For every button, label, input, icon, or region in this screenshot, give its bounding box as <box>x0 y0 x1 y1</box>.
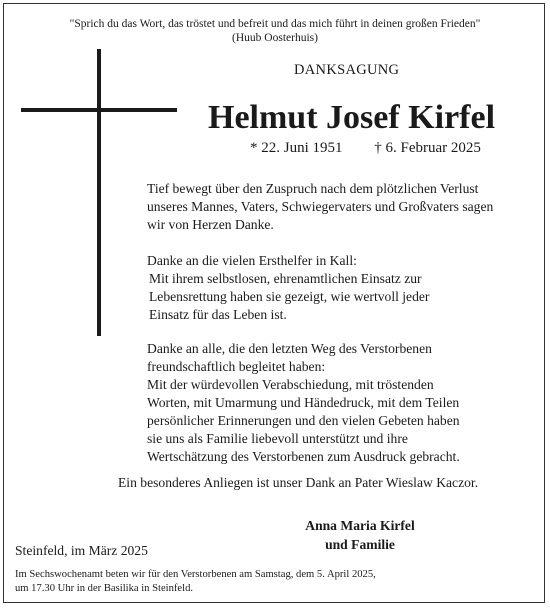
motto <box>4 17 545 45</box>
text-line: Tief bewegt über den Zuspruch nach dem plötzlichen Verlust <box>147 181 479 196</box>
text-line: sie uns als Familie liebevoll unterstützt und ihre <box>147 431 408 446</box>
text-line: Danke an alle, die den letzten Weg des Verstorbenen <box>147 341 432 356</box>
thanks-paragraph-3 <box>147 340 498 466</box>
signature <box>260 516 460 554</box>
obituary-card <box>3 3 545 603</box>
text-line: Einsatz für das Leben ist. <box>149 307 287 322</box>
motto-author: (Huub Oosterhuis) <box>232 32 318 44</box>
thanks-paragraph-4: Ein besonderes Anliegen ist unser Dank an Pater Wieslaw Kaczor. <box>118 475 479 490</box>
cross-icon <box>97 49 101 336</box>
text-line: Mit der würdevollen Verabschiedung, mit tröstenden <box>147 377 434 392</box>
motto-quote: "Sprich du das Wort, das tröstet und befreit und das mich führt in deinen großen Frieden" <box>69 18 481 30</box>
text-line: Danke an die vielen Ersthelfer in Kall: <box>147 253 357 268</box>
text-line: unseres Mannes, Vaters, Schwiegervaters und Großvaters sagen <box>147 199 494 214</box>
birth-date: * 22. Juni 1951 <box>250 140 343 156</box>
death-date: † 6. Februar 2025 <box>374 140 481 156</box>
cross-icon-bar <box>21 108 177 112</box>
service-notice <box>15 568 535 596</box>
deceased-name: Helmut Josef Kirfel <box>208 99 496 136</box>
footer-line: um 17.30 Uhr in der Basilika in Steinfeld. <box>15 583 194 594</box>
signature-family: und Familie <box>325 537 395 552</box>
thanks-paragraph-2 <box>147 252 498 324</box>
text-line: Mit ihrem selbstlosen, ehrenamtlichen Einsatz zur <box>149 271 422 286</box>
signature-name: Anna Maria Kirfel <box>305 518 415 533</box>
text-line: Lebensrettung haben sie gezeigt, wie wertvoll jeder <box>149 289 430 304</box>
text-line: wir von Herzen Danke. <box>147 217 274 232</box>
text-line: Worten, mit Umarmung und Händedruck, mit dem Teilen <box>147 395 460 410</box>
footer-line: Im Sechswochenamt beten wir für den Verstorbenen am Samstag, dem 5. April 2025, <box>15 569 376 580</box>
life-dates <box>250 140 481 157</box>
thanks-paragraph-1 <box>147 180 524 234</box>
text-line: freundschaftlich begleitet haben: <box>147 359 326 374</box>
text-line: Wertschätzung des Verstorbenen zum Ausdruck gebracht. <box>147 449 460 464</box>
text-line: persönlicher Erinnerungen und den vielen Gebeten haben <box>147 413 460 428</box>
heading: DANKSAGUNG <box>294 62 400 78</box>
place-date: Steinfeld, im März 2025 <box>15 543 148 558</box>
